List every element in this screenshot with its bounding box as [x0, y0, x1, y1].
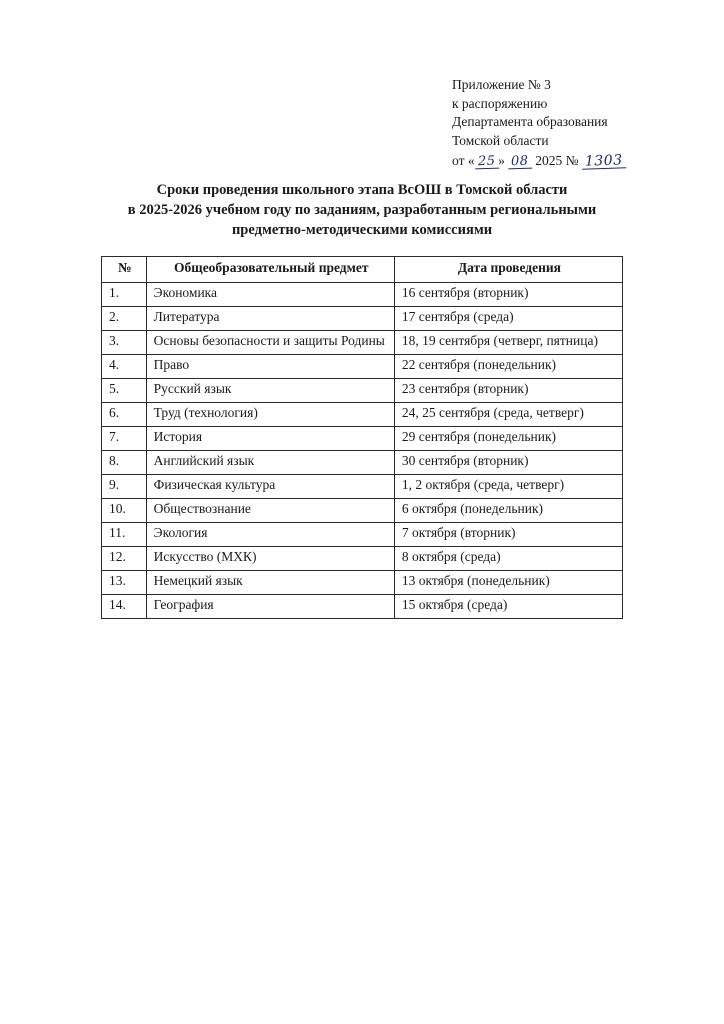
cell-date: 22 сентября (понедельник) — [394, 355, 622, 379]
header-line-appendix: Приложение № 3 — [452, 77, 551, 92]
cell-subject: Русский язык — [146, 379, 394, 403]
cell-subject: Право — [146, 355, 394, 379]
cell-date: 15 октября (среда) — [394, 595, 622, 619]
table-row — [102, 283, 623, 307]
table-row — [102, 307, 623, 331]
schedule-table-wrapper — [101, 256, 623, 619]
cell-number: 5. — [102, 379, 147, 403]
date-prefix: от « — [452, 153, 475, 168]
column-header-date: Дата проведения — [394, 257, 622, 283]
cell-date: 30 сентября (вторник) — [394, 451, 622, 475]
cell-date: 6 октября (понедельник) — [394, 499, 622, 523]
title-line-2: в 2025-2026 учебном году по заданиям, разработанным региональными — [127, 202, 597, 218]
table-row — [102, 355, 623, 379]
column-header-subject: Общеобразовательный предмет — [146, 257, 394, 283]
cell-date: 1, 2 октября (среда, четверг) — [394, 475, 622, 499]
cell-subject: Немецкий язык — [146, 571, 394, 595]
cell-number: 1. — [102, 283, 147, 307]
cell-date: 29 сентября (понедельник) — [394, 427, 622, 451]
header-line-department: Департамента образования — [452, 114, 608, 129]
header-line-order: к распоряжению — [452, 95, 548, 111]
cell-subject: Экономика — [146, 283, 394, 307]
title-line-1: Сроки проведения школьного этапа ВсОШ в Томской области — [156, 182, 568, 198]
table-row — [102, 547, 623, 571]
handwritten-doc-number: 1303 — [582, 154, 626, 170]
column-header-number: № — [102, 257, 147, 283]
cell-number: 11. — [102, 523, 147, 547]
cell-number: 12. — [102, 547, 147, 571]
table-row — [102, 403, 623, 427]
cell-subject: Английский язык — [146, 451, 394, 475]
cell-subject: Искусство (МХК) — [146, 547, 394, 571]
cell-subject: Обществознание — [146, 499, 394, 523]
cell-number: 9. — [102, 475, 147, 499]
table-row — [102, 499, 623, 523]
cell-subject: Основы безопасности и защиты Родины — [146, 331, 394, 355]
cell-number: 13. — [102, 571, 147, 595]
cell-subject: Труд (технология) — [146, 403, 394, 427]
table-body — [102, 283, 623, 619]
header-line-region: Томской области — [452, 132, 549, 148]
document-header — [452, 76, 702, 171]
cell-date: 13 октября (понедельник) — [394, 571, 622, 595]
cell-number: 6. — [102, 403, 147, 427]
table-row — [102, 595, 623, 619]
date-year-label: 2025 № — [535, 153, 579, 168]
header-date-line — [452, 152, 702, 171]
cell-number: 7. — [102, 427, 147, 451]
cell-subject: Физическая культура — [146, 475, 394, 499]
cell-number: 2. — [102, 307, 147, 331]
table-row — [102, 451, 623, 475]
handwritten-day: 25 — [474, 155, 498, 170]
cell-subject: География — [146, 595, 394, 619]
cell-number: 8. — [102, 451, 147, 475]
cell-number: 14. — [102, 595, 147, 619]
cell-number: 4. — [102, 355, 147, 379]
schedule-table — [101, 256, 623, 619]
cell-date: 7 октября (вторник) — [394, 523, 622, 547]
table-row — [102, 379, 623, 403]
table-row — [102, 331, 623, 355]
cell-date: 24, 25 сентября (среда, четверг) — [394, 403, 622, 427]
cell-date: 16 сентября (вторник) — [394, 283, 622, 307]
handwritten-month: 08 — [508, 155, 532, 170]
cell-number: 10. — [102, 499, 147, 523]
cell-date: 17 сентября (среда) — [394, 307, 622, 331]
cell-date: 23 сентября (вторник) — [394, 379, 622, 403]
table-row — [102, 523, 623, 547]
cell-date: 18, 19 сентября (четверг, пятница) — [394, 331, 622, 355]
page-title — [62, 180, 662, 240]
cell-subject: История — [146, 427, 394, 451]
table-row — [102, 571, 623, 595]
date-quote-close: » — [498, 153, 505, 168]
cell-date: 8 октября (среда) — [394, 547, 622, 571]
table-header-row — [102, 257, 623, 283]
table-row — [102, 427, 623, 451]
title-line-3: предметно-методическими комиссиями — [231, 222, 493, 238]
table-row — [102, 475, 623, 499]
cell-number: 3. — [102, 331, 147, 355]
cell-subject: Экология — [146, 523, 394, 547]
cell-subject: Литература — [146, 307, 394, 331]
